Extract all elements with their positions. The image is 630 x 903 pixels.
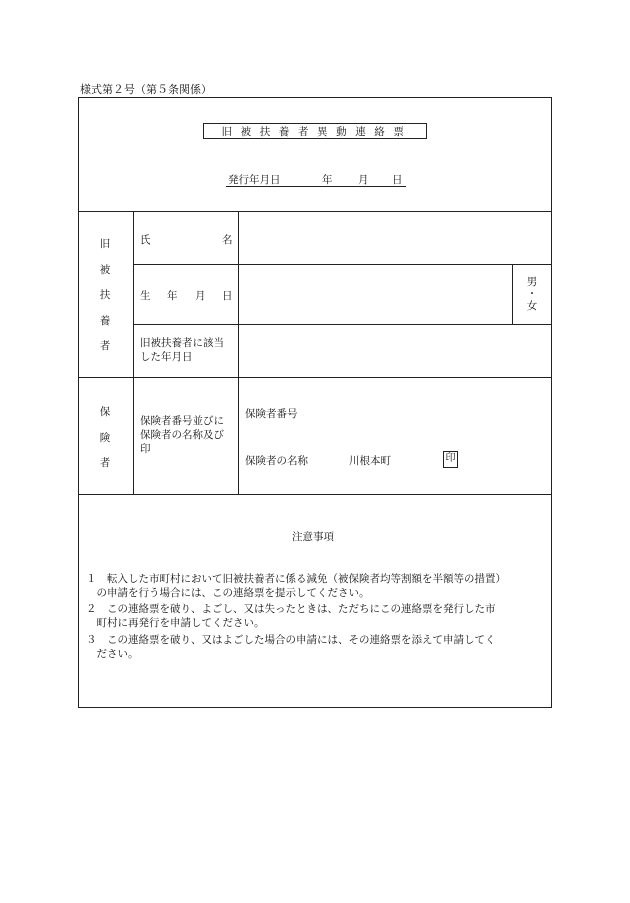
divider-name [133,264,552,265]
issue-date-label: 発行年月日 [228,174,281,186]
name-field[interactable] [240,213,510,262]
insurer-number-field[interactable] [310,400,546,422]
border-right [551,97,552,708]
border-left [78,97,79,708]
col-divider-sex [512,264,513,325]
form-title: 旧被扶養者異動連絡票 [203,123,427,139]
notes-heading: 注意事項 [292,531,334,543]
note-item-1: １ 転入した市町村において旧被扶養者に係る減免（被保険者均等割額を半額等の措置） の申請を行う場合には、この連絡票を提示してください。 [86,573,506,599]
name-label-b: 名 [222,234,233,246]
sex-separator: ・ [526,288,538,300]
divider-birth [133,324,552,325]
issue-date-month: 月 [358,174,369,186]
form-number: 様式第２号（第５条関係） [80,83,212,96]
sex-selector[interactable] [514,276,550,312]
name-label-a: 氏 [140,234,151,246]
insurer-name-value: 川根本町 [349,455,391,467]
insurer-number-label: 保険者番号 [245,408,298,420]
divider-dependent [78,377,552,378]
border-top [78,97,552,98]
col-divider-1 [133,211,134,495]
col-divider-2 [238,211,239,495]
note-item-3: ３ この連絡票を破り、又はよごした場合の申請には、その連絡票を添えて申請してく ださい。 [86,634,496,660]
insurer-side-label: 保 険 者 [99,406,111,469]
birth-date-field[interactable] [240,266,510,322]
dependent-date-label: 旧被扶養者に該当 した年月日 [140,337,224,363]
seal-mark: 印 [443,451,458,468]
divider-insurer [78,494,552,495]
sex-male[interactable]: 男 [526,276,538,288]
insurer-label: 保険者番号並びに 保険者の名称及び 印 [140,415,224,455]
insurer-name-label: 保険者の名称 [245,455,308,467]
issue-date-year: 年 [322,174,333,186]
border-bottom [78,707,552,708]
note-item-2: ２ この連絡票を破り、よごし、又は失ったときは、ただちにこの連絡票を発行した市 町村に再発行を申請してください。 [86,603,496,629]
divider-header [78,211,552,212]
dependent-date-field[interactable] [240,326,550,375]
issue-date-day: 日 [392,174,403,186]
issue-date-underline [226,186,406,187]
sex-female[interactable]: 女 [526,300,538,312]
former-dependent-side-label: 旧 被 扶 養 者 [99,238,111,352]
